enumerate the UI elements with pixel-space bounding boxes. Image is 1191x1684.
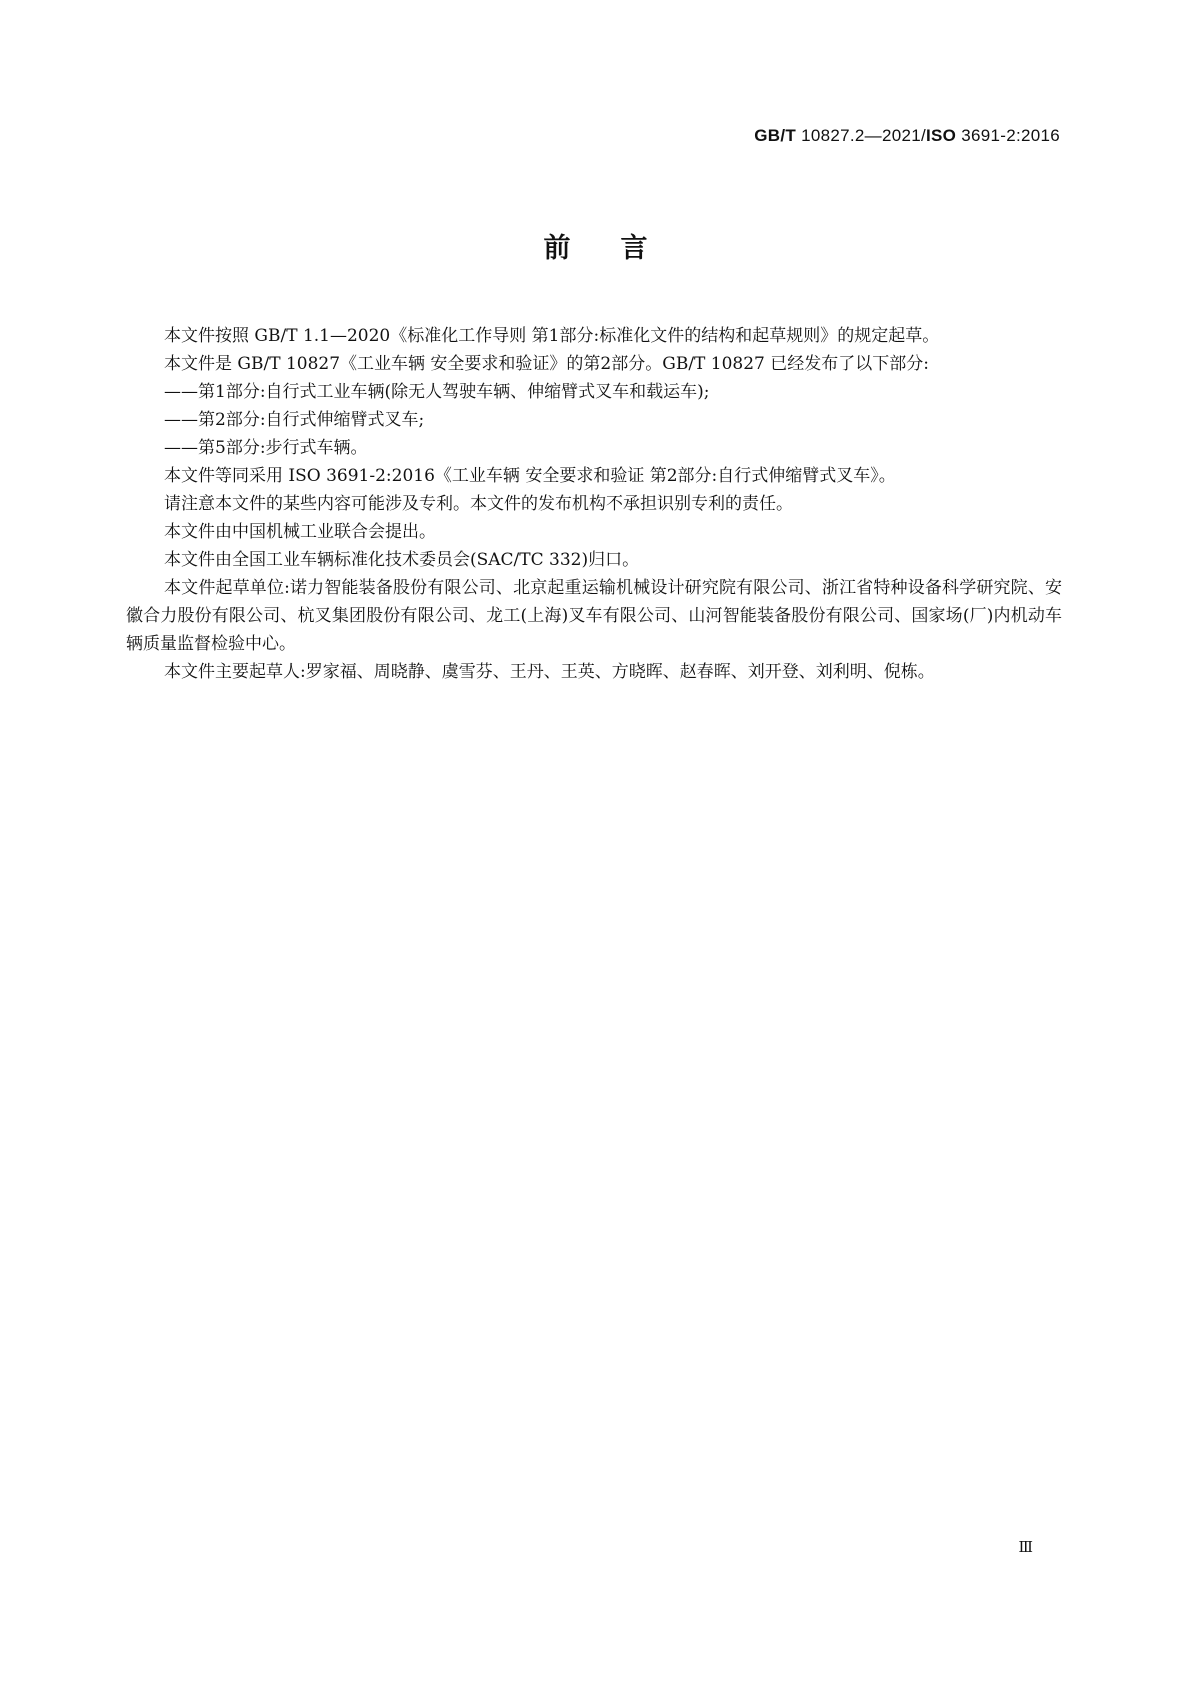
paragraph-series-intro: 本文件是 GB/T 10827《工业车辆 安全要求和验证》的第2部分。GB/T 10827 已经发布了以下部分: [164,354,929,374]
page-title: 前言 [543,233,698,264]
list-item-part-2: ——第2部分:自行式伸缩臂式叉车; [164,410,425,430]
page-number: Ⅲ [1018,1538,1033,1556]
standard-code-iso: ISO [926,126,957,145]
paragraph-adoption: 本文件等同采用 ISO 3691-2:2016《工业车辆 安全要求和验证 第2部分:自行式伸缩臂式叉车》。 [164,466,896,486]
paragraph-drafters: 本文件主要起草人:罗家福、周晓静、虞雪芬、王丹、王英、方晓晖、赵春晖、刘开登、刘利明、倪栋。 [164,662,935,682]
standard-code-iso-number: 3691-2:2016 [956,126,1060,145]
paragraph-drafting-units: 本文件起草单位:诺力智能装备股份有限公司、北京起重运输机械设计研究院有限公司、浙江省特种设备科学研究院、安徽合力股份有限公司、杭叉集团股份有限公司、龙工(上海)叉车有限公司、山河智能装备股份有限公司、国家场(厂)内机动车辆质量监督检验中心。 [126,578,1062,654]
list-item-part-1: ——第1部分:自行式工业车辆(除无人驾驶车辆、伸缩臂式叉车和载运车); [164,382,710,402]
standard-code [754,126,1060,146]
standard-code-number: 10827.2—2021/ [796,126,926,145]
foreword-body [126,322,1062,686]
paragraph-drafting-rules: 本文件按照 GB/T 1.1—2020《标准化工作导则 第1部分:标准化文件的结构和起草规则》的规定起草。 [164,326,940,346]
list-item-part-5: ——第5部分:步行式车辆。 [164,438,368,458]
paragraph-committee: 本文件由全国工业车辆标准化技术委员会(SAC/TC 332)归口。 [164,550,640,570]
paragraph-patent-notice: 请注意本文件的某些内容可能涉及专利。本文件的发布机构不承担识别专利的责任。 [164,494,793,514]
standard-code-prefix: GB/T [754,126,797,145]
paragraph-proposer: 本文件由中国机械工业联合会提出。 [164,522,436,542]
